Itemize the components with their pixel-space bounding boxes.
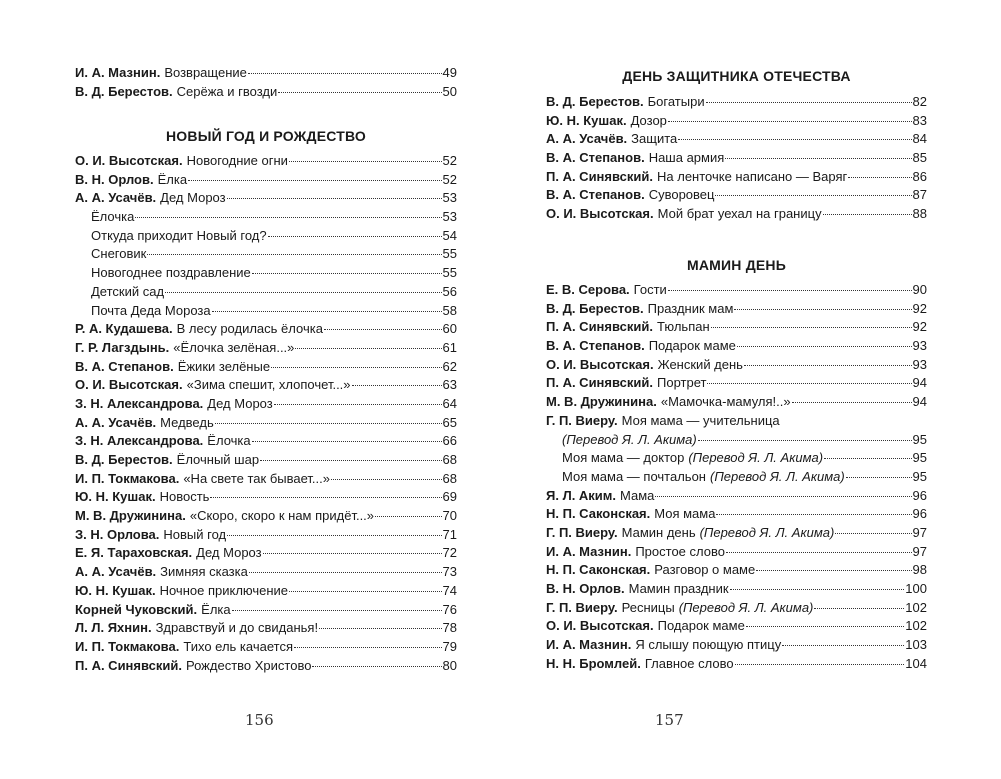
toc-entry: [75, 302, 457, 321]
entry-title: Дед Мороз: [160, 190, 226, 206]
entry-page-number: 96: [912, 487, 927, 503]
entry-author: З. Н. Александрова.: [75, 433, 204, 449]
section-entries-mothers-day: [546, 281, 927, 673]
dot-leader: [294, 646, 442, 648]
entry-page-number: 100: [905, 581, 927, 596]
entry-author: Н. П. Саконская.: [546, 506, 651, 522]
toc-entry: [546, 318, 927, 337]
entry-author: Е. В. Серова.: [546, 282, 630, 297]
entry-page-number: 49: [442, 65, 457, 80]
entry-author: И. А. Мазнин.: [546, 637, 632, 653]
dot-leader: [352, 384, 442, 386]
entry-page-number: 52: [442, 171, 457, 187]
entry-title: Моя мама — доктор: [562, 450, 685, 466]
dot-leader: [698, 439, 912, 441]
dot-leader: [707, 382, 911, 384]
entry-author: В. А. Степанов.: [75, 358, 174, 374]
entry-translation-note: (Перевод Я. Л. Акима): [562, 431, 697, 447]
toc-entry: [75, 152, 457, 171]
toc-entry: [75, 657, 457, 676]
dot-leader: [212, 310, 442, 312]
dot-leader: [227, 534, 441, 536]
dot-leader: [835, 532, 911, 534]
dot-leader: [210, 496, 441, 498]
entry-title: Я слышу поющую птицу: [635, 637, 782, 653]
toc-entry: [75, 320, 457, 339]
toc-entry: [546, 580, 927, 599]
toc-entry: [546, 281, 927, 300]
dot-leader: [319, 627, 441, 629]
entry-page-number: 88: [912, 206, 927, 222]
dot-leader: [135, 216, 441, 218]
dot-leader: [746, 625, 904, 627]
entry-title: Ёлочка: [91, 209, 135, 225]
toc-entry: [546, 543, 927, 562]
entry-title: Богатыри: [647, 94, 705, 109]
entry-page-number: 55: [442, 265, 457, 281]
toc-entry: [75, 414, 457, 433]
entry-page-number: 98: [912, 562, 927, 578]
toc-entry: [75, 526, 457, 545]
entry-author: О. И. Высотская.: [75, 153, 183, 168]
entry-title: Моя мама — учительница: [621, 412, 780, 428]
dot-leader: [147, 253, 441, 255]
dot-leader: [289, 160, 442, 162]
entry-author: Н. Н. Бромлей.: [546, 655, 641, 671]
entry-author: Ю. Н. Кушак.: [75, 582, 156, 598]
entry-author: В. Н. Орлов.: [546, 581, 625, 596]
dot-leader: [268, 235, 442, 237]
entry-title: Дозор: [630, 112, 667, 128]
entry-page-number: 63: [442, 377, 457, 393]
toc-entry: [546, 636, 927, 655]
toc-entry: [75, 245, 457, 264]
entry-page-number: 87: [912, 187, 927, 203]
dot-leader: [668, 289, 912, 291]
entry-author: О. И. Высотская.: [546, 356, 654, 372]
toc-entry: [546, 130, 927, 149]
entry-page-number: 102: [905, 599, 927, 615]
entry-title: Разговор о маме: [654, 562, 756, 578]
dot-leader: [824, 457, 911, 459]
entry-title: Новость: [159, 489, 210, 505]
toc-entry: [75, 358, 457, 377]
dot-leader: [188, 179, 441, 181]
entry-page-number: 70: [442, 508, 457, 524]
entry-title: Ёлка: [157, 171, 188, 187]
entry-translation-note: (Перевод Я. Л. Акима): [688, 450, 824, 466]
entry-author: З. Н. Орлова.: [75, 526, 160, 542]
dot-leader: [252, 272, 442, 274]
entry-author: В. Д. Берестов.: [75, 83, 173, 99]
toc-entry: [75, 544, 457, 563]
entry-page-number: 74: [442, 582, 457, 598]
entry-title: Откуда приходит Новый год?: [91, 227, 267, 243]
entry-title: Ресницы: [621, 599, 675, 615]
entry-author: И. П. Токмакова.: [75, 638, 180, 654]
entry-author: Г. П. Виеру.: [546, 524, 618, 540]
section-entries-new-year: [75, 152, 457, 675]
entry-page-number: 94: [912, 375, 927, 391]
entry-author: М. В. Дружинина.: [546, 394, 657, 410]
entry-page-number: 50: [442, 83, 457, 99]
entry-author: И. А. Мазнин.: [546, 543, 632, 559]
entry-title: Праздник мам: [647, 300, 734, 316]
entry-author: П. А. Синявский.: [546, 375, 653, 391]
entry-title: Серёжа и гвозди: [176, 83, 278, 99]
entry-page-number: 83: [912, 112, 927, 128]
entry-title: «Мамочка-мамуля!..»: [660, 394, 791, 410]
entry-page-number: 72: [442, 545, 457, 561]
entry-author: А. А. Усачёв.: [75, 564, 157, 580]
entry-page-number: 85: [912, 150, 927, 166]
toc-entry: [546, 337, 927, 356]
entry-page-number: 61: [442, 339, 457, 355]
toc-entry: [75, 376, 457, 395]
entry-author: Н. П. Саконская.: [546, 562, 651, 578]
entry-page-number: 94: [912, 394, 927, 410]
entry-title: Женский день: [657, 356, 743, 372]
entry-title: Ёжики зелёные: [177, 358, 271, 374]
entry-author: Ю. Н. Кушак.: [75, 489, 156, 505]
toc-entry: [546, 393, 927, 412]
toc-entry: [75, 563, 457, 582]
dot-leader: [711, 326, 912, 328]
entry-page-number: 93: [912, 338, 927, 354]
dot-leader: [848, 176, 911, 178]
entry-translation-note: (Перевод Я. Л. Акима): [709, 468, 845, 484]
entry-author: В. Д. Берестов.: [546, 94, 644, 109]
entry-title: Ночное приключение: [159, 582, 289, 598]
section-title-defender-day: ДЕНЬ ЗАЩИТНИКА ОТЕЧЕСТВА: [622, 68, 851, 84]
entry-page-number: 84: [912, 131, 927, 147]
toc-entry: [75, 339, 457, 358]
dot-leader: [165, 291, 441, 293]
entry-page-number: 62: [442, 358, 457, 374]
entry-page-number: 53: [442, 190, 457, 206]
entry-page-number: 60: [442, 321, 457, 337]
entry-title: Главное слово: [644, 655, 734, 671]
entry-title: Новогоднее поздравление: [91, 265, 251, 281]
dot-leader: [678, 138, 911, 140]
entry-page-number: 54: [442, 227, 457, 243]
entry-title: Медведь: [160, 414, 214, 430]
entry-author: П. А. Синявский.: [546, 319, 653, 335]
entry-author: И. П. Токмакова.: [75, 470, 180, 486]
entry-page-number: 95: [912, 468, 927, 484]
toc-entry: [75, 227, 457, 246]
entry-page-number: 80: [442, 657, 457, 673]
toc-entry: [546, 112, 927, 131]
toc-entry: [546, 505, 927, 524]
entry-title: Новый год: [163, 526, 227, 542]
entry-page-number: 71: [442, 526, 457, 542]
entry-author: А. А. Усачёв.: [75, 414, 157, 430]
toc-entry: [546, 655, 927, 674]
entry-title: Снеговик: [91, 246, 147, 262]
entry-page-number: 104: [905, 655, 927, 671]
entry-page-number: 97: [912, 543, 927, 559]
toc-entry: [75, 264, 457, 283]
dot-leader: [744, 364, 912, 366]
entry-page-number: 53: [442, 209, 457, 225]
entry-title: Ёлочный шар: [176, 452, 260, 467]
entry-title: Почта Деда Мороза: [91, 302, 211, 318]
toc-entry: [75, 582, 457, 601]
entry-page-number: 73: [442, 564, 457, 580]
dot-leader: [715, 194, 911, 196]
section-title-mothers-day: МАМИН ДЕНЬ: [687, 257, 786, 273]
entry-title: Рождество Христово: [186, 657, 312, 673]
dot-leader: [726, 551, 912, 553]
toc-entry: [546, 93, 927, 112]
entry-author: О. И. Высотская.: [546, 618, 654, 634]
entry-title: Простое слово: [635, 543, 725, 559]
entry-title: Зимняя сказка: [160, 564, 248, 580]
toc-entry: [75, 488, 457, 507]
dot-leader: [792, 401, 912, 403]
entry-author: Г. П. Виеру.: [546, 599, 618, 615]
section-entries-defender-day: [546, 93, 927, 224]
toc-entry: [546, 468, 927, 487]
entry-title: Тюльпан: [657, 319, 710, 335]
dot-leader: [295, 347, 441, 349]
toc-entry: [546, 186, 927, 205]
dot-leader: [725, 157, 911, 159]
entry-title: Мой брат уехал на границу: [657, 206, 822, 222]
entry-title: Портрет: [657, 375, 707, 391]
entry-page-number: 92: [912, 319, 927, 335]
dot-leader: [735, 663, 905, 665]
toc-entry: [75, 432, 457, 451]
entry-title: Дед Мороз: [196, 545, 262, 561]
entry-title: Новогодние огни: [186, 153, 288, 168]
entry-page-number: 82: [912, 94, 927, 109]
dot-leader: [823, 213, 912, 215]
entry-page-number: 55: [442, 246, 457, 262]
entry-title: В лесу родилась ёлочка: [176, 321, 323, 337]
toc-entry: [546, 374, 927, 393]
toc-entry: [75, 189, 457, 208]
entry-page-number: 69: [442, 489, 457, 505]
toc-entry: [546, 356, 927, 375]
entry-author: В. Д. Берестов.: [546, 300, 644, 316]
page-number-left: 156: [245, 711, 274, 729]
toc-entry: [75, 395, 457, 414]
entry-title: Наша армия: [648, 150, 725, 166]
entry-page-number: 68: [442, 452, 457, 467]
entry-title: Подарок маме: [657, 618, 745, 634]
entry-title: На ленточке написано — Варяг: [657, 168, 848, 184]
entry-author: О. И. Высотская.: [546, 206, 654, 222]
entry-title: Возвращение: [164, 65, 247, 80]
entry-author: Корней Чуковский.: [75, 601, 198, 617]
entry-title: Тихо ель качается: [183, 638, 293, 654]
entry-page-number: 86: [912, 168, 927, 184]
entry-author: Е. Я. Тараховская.: [75, 545, 193, 561]
entry-title: Здравствуй и до свиданья!: [155, 620, 319, 636]
toc-entry: [75, 470, 457, 489]
entry-title: «Ёлочка зелёная...»: [173, 339, 295, 355]
entry-page-number: 97: [912, 524, 927, 540]
entry-author: Г. П. Виеру.: [546, 412, 618, 428]
entry-title: Гости: [633, 282, 667, 297]
toc-entry: [546, 524, 927, 543]
entry-title: Подарок маме: [648, 338, 736, 354]
entry-page-number: 90: [912, 282, 927, 297]
page-number-right: 157: [655, 711, 684, 729]
dot-leader: [248, 72, 442, 74]
dot-leader: [260, 459, 441, 461]
entry-translation-note: (Перевод Я. Л. Акима): [678, 599, 814, 615]
entry-author: О. И. Высотская.: [75, 377, 183, 393]
entry-title: Моя мама — почтальон: [562, 468, 706, 484]
entry-title: «Зима спешит, хлопочет...»: [186, 377, 351, 393]
entry-title: Ёлочка: [207, 433, 251, 449]
entry-author: Р. А. Кудашева.: [75, 321, 173, 337]
dot-leader: [263, 552, 442, 554]
toc-entry: [546, 431, 927, 450]
dot-leader: [249, 571, 442, 573]
dot-leader: [331, 478, 442, 480]
entry-page-number: 95: [912, 450, 927, 466]
toc-entry: [75, 171, 457, 190]
dot-leader: [227, 197, 442, 199]
entry-title: Мамин праздник: [628, 581, 729, 596]
entry-author: А. А. Усачёв.: [75, 190, 157, 206]
dot-leader: [737, 345, 912, 347]
entry-title: «Скоро, скоро к нам придёт...»: [189, 508, 375, 524]
dot-leader: [215, 422, 442, 424]
entry-author: В. Н. Орлов.: [75, 171, 154, 187]
entry-title: «На свете так бывает...»: [183, 470, 330, 486]
entry-page-number: 95: [912, 431, 927, 447]
toc-entry: [75, 601, 457, 620]
entry-title: Мамин день: [621, 524, 696, 540]
entry-page-number: 64: [442, 395, 457, 411]
entry-page-number: 93: [912, 356, 927, 372]
dot-leader: [706, 101, 912, 103]
entry-author: Л. Л. Яхнин.: [75, 620, 152, 636]
toc-entry: [75, 83, 457, 102]
entry-page-number: 92: [912, 300, 927, 316]
dot-leader: [375, 515, 442, 517]
dot-leader: [271, 366, 441, 368]
entry-page-number: 68: [442, 470, 457, 486]
entry-page-number: 96: [912, 506, 927, 522]
entry-author: В. А. Степанов.: [546, 338, 645, 354]
left-pre-entries: [75, 64, 457, 101]
dot-leader: [252, 440, 442, 442]
entry-author: Ю. Н. Кушак.: [546, 112, 627, 128]
entry-title: Моя мама: [654, 506, 716, 522]
entry-translation-note: (Перевод Я. Л. Акима): [699, 524, 835, 540]
toc-entry: [546, 599, 927, 618]
entry-title: Дед Мороз: [207, 395, 273, 411]
dot-leader: [232, 609, 442, 611]
entry-author: П. А. Синявский.: [75, 657, 182, 673]
entry-page-number: 103: [905, 637, 927, 653]
toc-entry: [75, 64, 457, 83]
toc-entry: [546, 449, 927, 468]
entry-page-number: 79: [442, 638, 457, 654]
toc-entry: [75, 619, 457, 638]
toc-entry: [75, 451, 457, 470]
dot-leader: [278, 91, 441, 93]
dot-leader: [716, 513, 911, 515]
dot-leader: [730, 588, 905, 590]
toc-entry: [75, 208, 457, 227]
dot-leader: [274, 403, 442, 405]
toc-entry: [546, 205, 927, 224]
entry-title: Детский сад: [91, 283, 165, 299]
entry-title: Мама: [620, 487, 655, 503]
toc-entry: [75, 507, 457, 526]
entry-author: В. А. Степанов.: [546, 150, 645, 166]
dot-leader: [734, 308, 911, 310]
entry-author: М. В. Дружинина.: [75, 508, 186, 524]
entry-page-number: 58: [442, 302, 457, 318]
dot-leader: [324, 328, 442, 330]
entry-title: Ёлка: [201, 601, 231, 617]
entry-page-number: 56: [442, 283, 457, 299]
dot-leader: [668, 120, 912, 122]
entry-author: А. А. Усачёв.: [546, 131, 628, 147]
dot-leader: [655, 495, 911, 497]
entry-author: З. Н. Александрова.: [75, 395, 204, 411]
entry-page-number: 102: [905, 618, 927, 634]
entry-author: В. Д. Берестов.: [75, 452, 173, 467]
toc-entry: [546, 617, 927, 636]
toc-entry: [546, 300, 927, 319]
dot-leader: [846, 476, 912, 478]
entry-author: Я. Л. Аким.: [546, 487, 617, 503]
toc-entry: [546, 168, 927, 187]
toc-entry: [75, 638, 457, 657]
dot-leader: [756, 569, 911, 571]
dot-leader: [289, 590, 441, 592]
entry-author: В. А. Степанов.: [546, 187, 645, 203]
entry-author: П. А. Синявский.: [546, 168, 653, 184]
entry-author: Г. Р. Лагздынь.: [75, 339, 170, 355]
entry-author: И. А. Мазнин.: [75, 65, 161, 80]
dot-leader: [312, 665, 441, 667]
section-title-new-year: НОВЫЙ ГОД И РОЖДЕСТВО: [165, 128, 367, 144]
entry-page-number: 78: [442, 620, 457, 636]
toc-entry: [546, 561, 927, 580]
dot-leader: [814, 607, 904, 609]
toc-entry: [546, 412, 927, 431]
entry-page-number: 52: [442, 153, 457, 168]
entry-page-number: 65: [442, 414, 457, 430]
toc-entry: [546, 149, 927, 168]
toc-entry: [546, 487, 927, 506]
entry-page-number: 66: [442, 433, 457, 449]
dot-leader: [782, 644, 904, 646]
toc-entry: [75, 283, 457, 302]
entry-page-number: 76: [442, 601, 457, 617]
entry-title: Суворовец: [648, 187, 715, 203]
entry-title: Защита: [631, 131, 678, 147]
